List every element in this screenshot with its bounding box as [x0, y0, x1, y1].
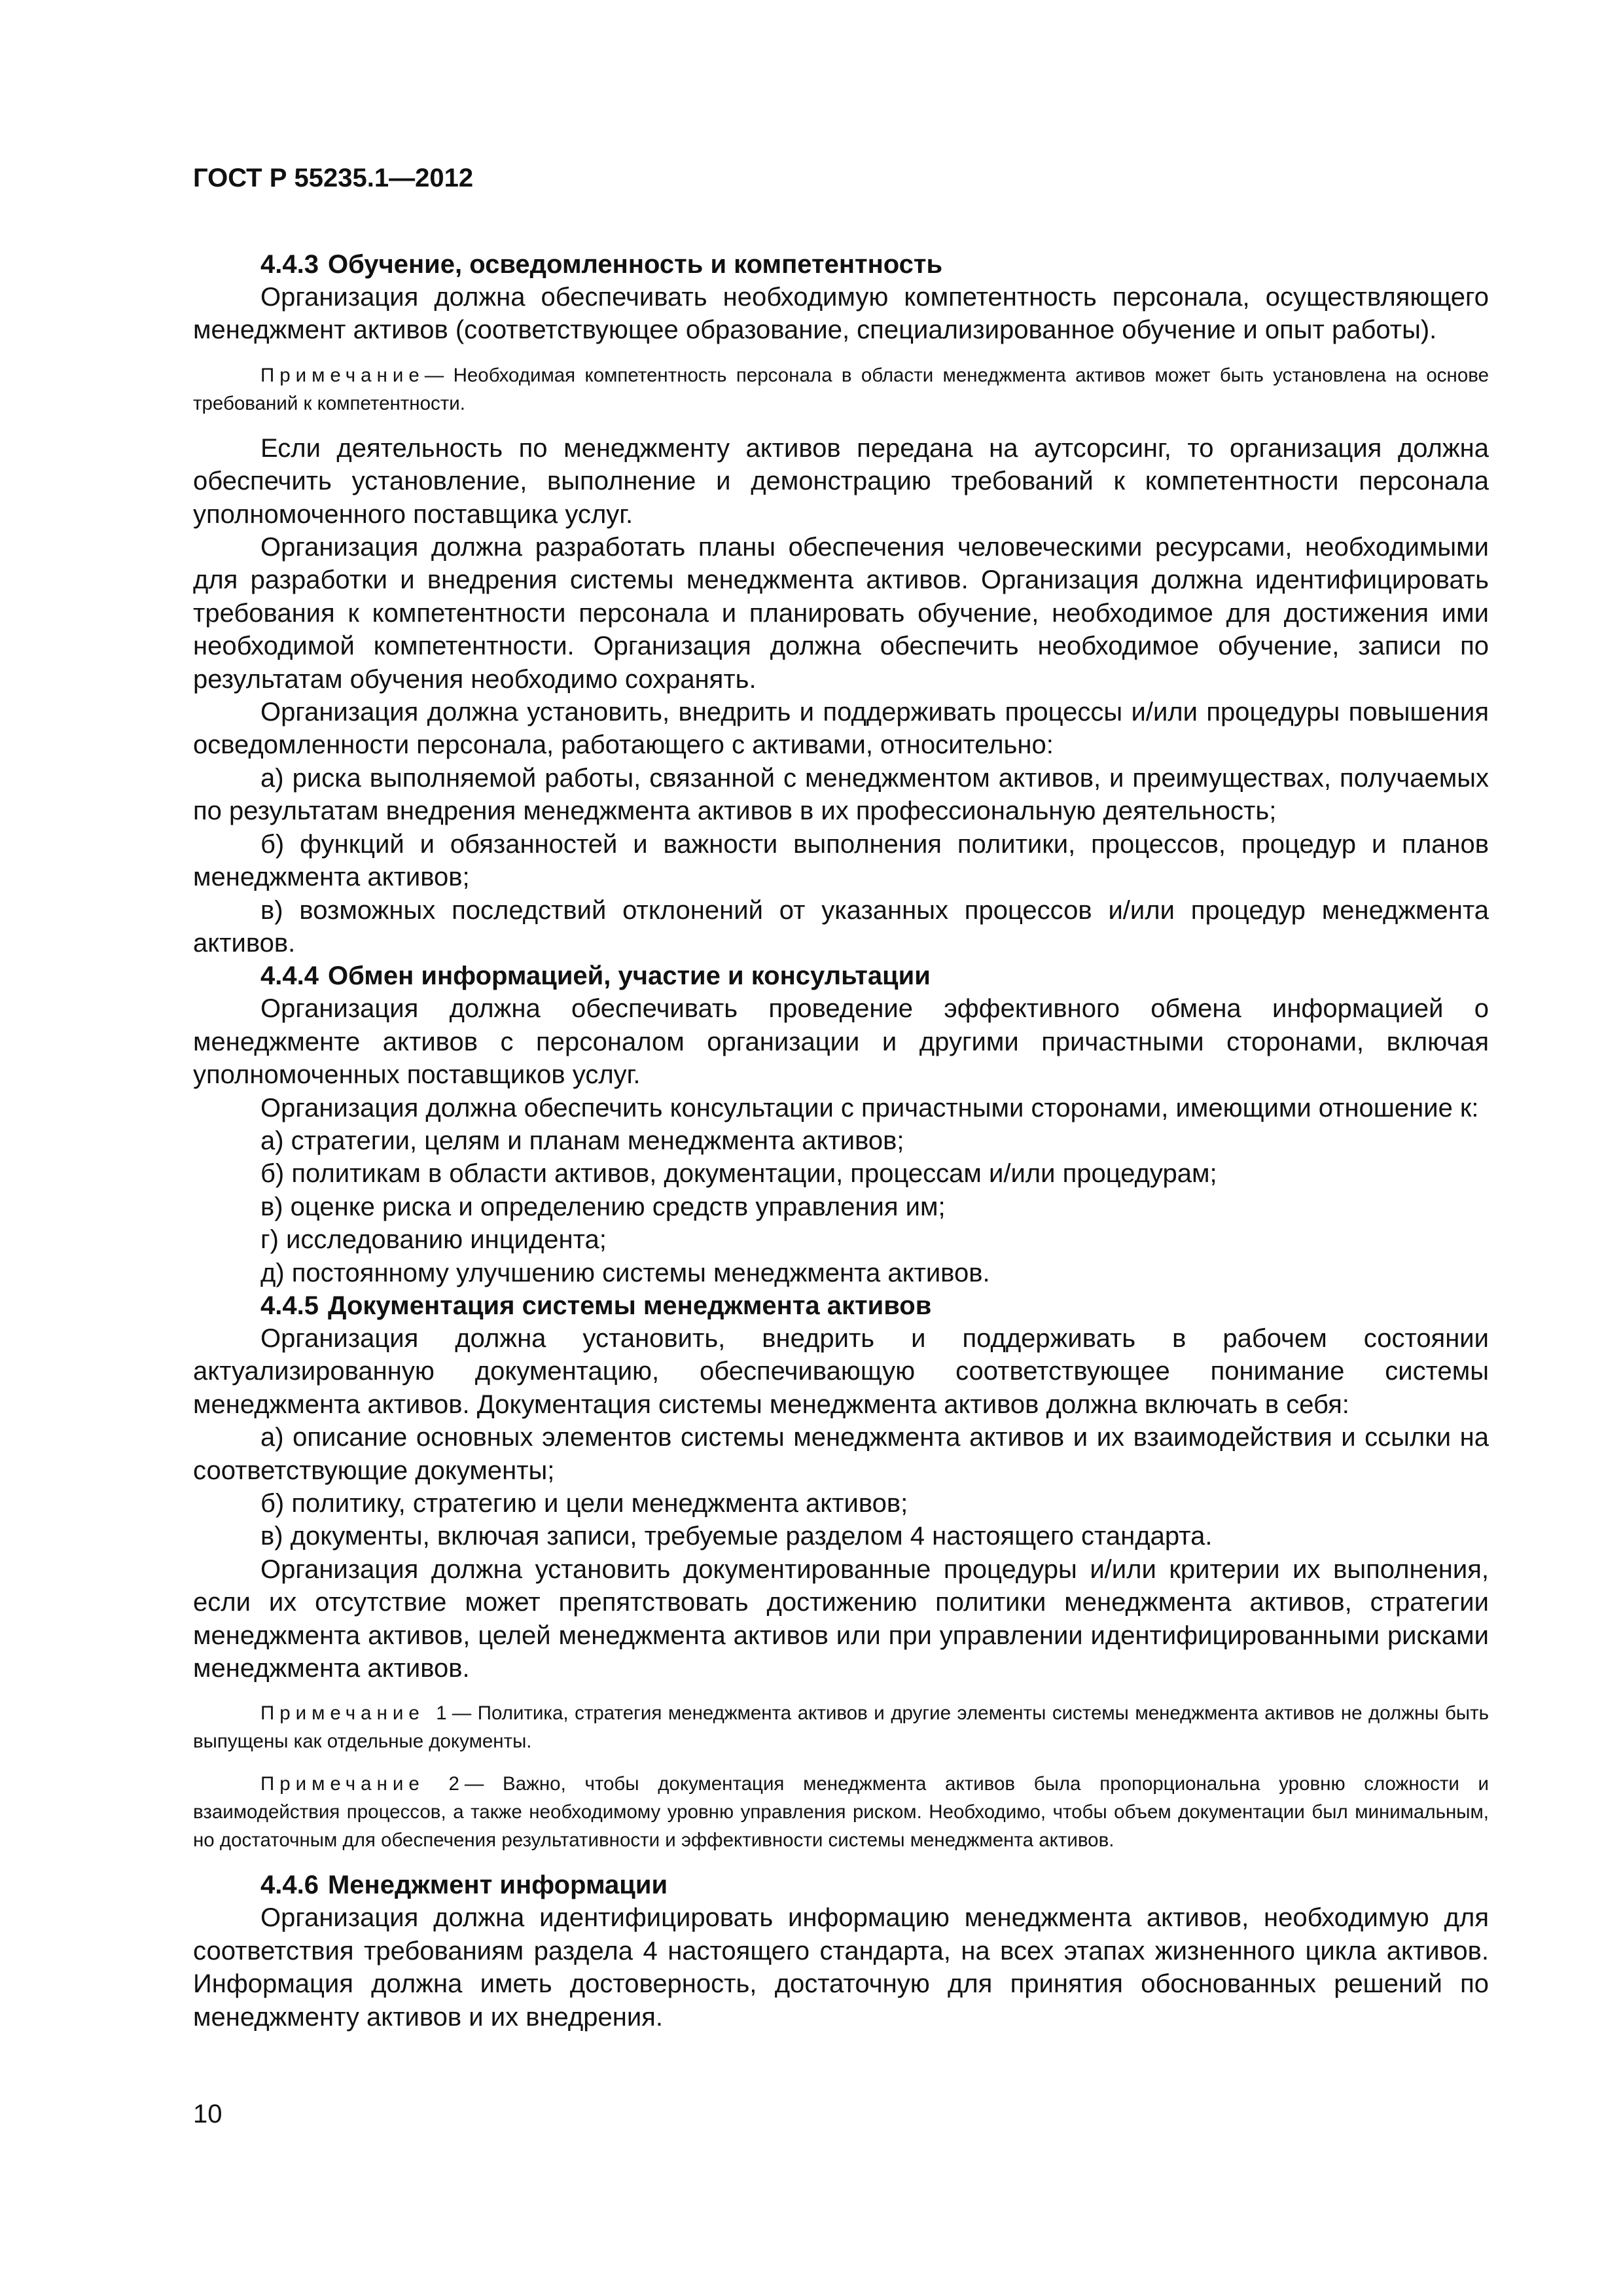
paragraph: Организация должна обеспечивать проведение эффективного обмена информацией о менеджменте активов с персоналом организации и другими причастными сторонами, включая уполномоченных поставщиков услуг. [193, 994, 1489, 1090]
section-number: 4.4.6 [260, 1871, 319, 1900]
document-body [193, 248, 1489, 2034]
section-title: Документация системы менеджмента активов [327, 1291, 932, 1320]
paragraph: Организация должна обеспечивать необходимую компетентность персонала, осуществляющего менеджмент активов (соответствующее образование, специализированное обучение и опыт работы). [193, 283, 1489, 345]
paragraph: б) функций и обязанностей и важности выполнения политики, процессов, процедур и планов менеджмента активов; [193, 829, 1489, 892]
paragraph: Организация должна установить, внедрить и поддерживать процессы и/или процедуры повышения осведомленности персонала, работающего с активами, относительно: [193, 698, 1489, 760]
paragraph: Организация должна установить, внедрить и поддерживать в рабочем состоянии актуализированную документацию, обеспечивающую соответствующее понимание системы менеджмента активов. Документация системы менеджмента активов должна включать в себя: [193, 1323, 1489, 1419]
section-4-4-3 [193, 248, 1489, 960]
note [193, 1699, 1489, 1755]
document-code-header: ГОСТ Р 55235.1—2012 [193, 164, 474, 192]
note-text: — Важно, чтобы документация менеджмента активов была пропорциональна уровню сложности и взаимодействия процессов, а также необходимому уровню управления риском. Необходимо, чтобы объем документации был минимальным, но достаточным для обеспечения результативности и эффективности системы менеджмента активов. [193, 1773, 1489, 1852]
section-title: Обмен информацией, участие и консультации [327, 961, 931, 991]
paragraph: Организация должна идентифицировать информацию менеджмента активов, необходимую для соответствия требованиям раздела 4 настоящего стандарта, на всех этапах жизненного цикла активов. Информация должна иметь достоверность, достаточную для принятия обоснованных решений по менеджменту активов и их внедрения. [193, 1903, 1489, 2032]
paragraph: Организация должна обеспечить консультации с причастными сторонами, имеющими отношение к: [260, 1093, 1479, 1122]
section-title: Менеджмент информации [327, 1871, 668, 1900]
section-heading [193, 248, 1489, 281]
page-number: 10 [193, 2100, 223, 2128]
section-4-4-5 [193, 1289, 1489, 1854]
paragraph: в) оценке риска и определению средств управления им; [260, 1192, 946, 1221]
note-label: Примечание [260, 364, 425, 386]
paragraph: в) документы, включая записи, требуемые разделом 4 настоящего стандарта. [260, 1522, 1213, 1551]
paragraph: а) стратегии, целям и планам менеджмента активов; [260, 1126, 904, 1155]
paragraph: а) описание основных элементов системы менеджмента активов и их взаимодействия и ссылки на соответствующие документы; [193, 1423, 1489, 1485]
paragraph: Организация должна установить документированные процедуры и/или критерии их выполнения, если их отсутствие может препятствовать достижению политики менеджмента активов, стратегии менеджмента активов, целей менеджмента активов или при управлении идентифицированными рисками менеджмента активов. [193, 1554, 1489, 1683]
note-label: Примечание 2 [260, 1773, 465, 1795]
paragraph: б) политикам в области активов, документации, процессам и/или процедурам; [260, 1159, 1217, 1189]
section-number: 4.4.4 [260, 961, 319, 991]
paragraph: г) исследованию инцидента; [260, 1225, 607, 1255]
section-4-4-4 [193, 960, 1489, 1289]
paragraph: Если деятельность по менеджменту активов передана на аутсорсинг, то организация должна обеспечить установление, выполнение и демонстрацию требований к компетентности персонала уполномоченного поставщика услуг. [193, 433, 1489, 529]
note-text: — Политика, стратегия менеджмента активов и другие элементы системы менеджмента активов не должны быть выпущены как отдельные документы. [193, 1702, 1489, 1753]
section-number: 4.4.5 [260, 1291, 319, 1320]
section-heading [193, 960, 1489, 992]
paragraph: б) политику, стратегию и цели менеджмента активов; [260, 1489, 908, 1518]
section-title: Обучение, осведомленность и компетентность [327, 250, 943, 279]
note [193, 361, 1489, 418]
section-heading [193, 1869, 1489, 1901]
note [193, 1770, 1489, 1854]
section-number: 4.4.3 [260, 250, 319, 279]
paragraph: Организация должна разработать планы обеспечения человеческими ресурсами, необходимыми для разработки и внедрения системы менеджмента активов. Организация должна идентифицировать требования к компетентности персонала и планировать обучение, необходимое для достижения ими необходимой компетентности. Организация должна обеспечить необходимое обучение, записи по результатам обучения необходимо сохранять. [193, 533, 1489, 694]
paragraph: а) риска выполняемой работы, связанной с менеджментом активов, и преимуществах, получаемых по результатам внедрения менеджмента активов в их профессиональную деятельность; [193, 763, 1489, 826]
paragraph: в) возможных последствий отклонений от указанных процессов и/или процедур менеджмента активов. [193, 895, 1489, 958]
note-text: — Необходимая компетентность персонала в области менеджмента активов может быть установлена на основе требований к компетентности. [193, 364, 1489, 414]
paragraph: д) постоянному улучшению системы менеджмента активов. [260, 1258, 990, 1287]
section-4-4-6 [193, 1869, 1489, 2034]
section-heading [193, 1289, 1489, 1322]
note-label: Примечание 1 [260, 1702, 452, 1725]
